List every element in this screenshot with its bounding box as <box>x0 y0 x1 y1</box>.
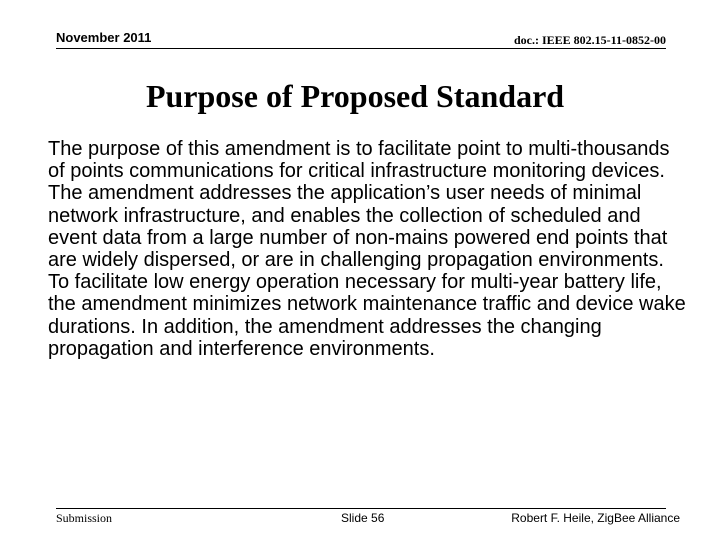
footer-author: Robert F. Heile, ZigBee Alliance <box>511 511 680 525</box>
header-doc-id: doc.: IEEE 802.15-11-0852-00 <box>513 33 666 47</box>
footer-rule <box>56 508 666 509</box>
footer-submission: Submission <box>56 511 113 525</box>
header-rule <box>56 48 666 49</box>
slide-title: Purpose of Proposed Standard <box>145 78 565 114</box>
header-date: November 2011 <box>56 30 152 45</box>
body-paragraph: The purpose of this amendment is to facilitate point to multi-thousands of points communications for critical infrastructure monitoring devices. The amendment addresses the application’s user needs of minimal network infrastructure, and enables the collection of scheduled and event data from a large number of non-mains powered end points that are widely dispersed, or are in challenging propagation environments. To facilitate low energy operation necessary for multi-year battery life, the amendment minimizes network maintenance traffic and device wake durations. In addition, the amendment addresses the changing propagation and interference environments. <box>48 138 686 360</box>
footer-slide-number: Slide 56 <box>341 511 385 525</box>
